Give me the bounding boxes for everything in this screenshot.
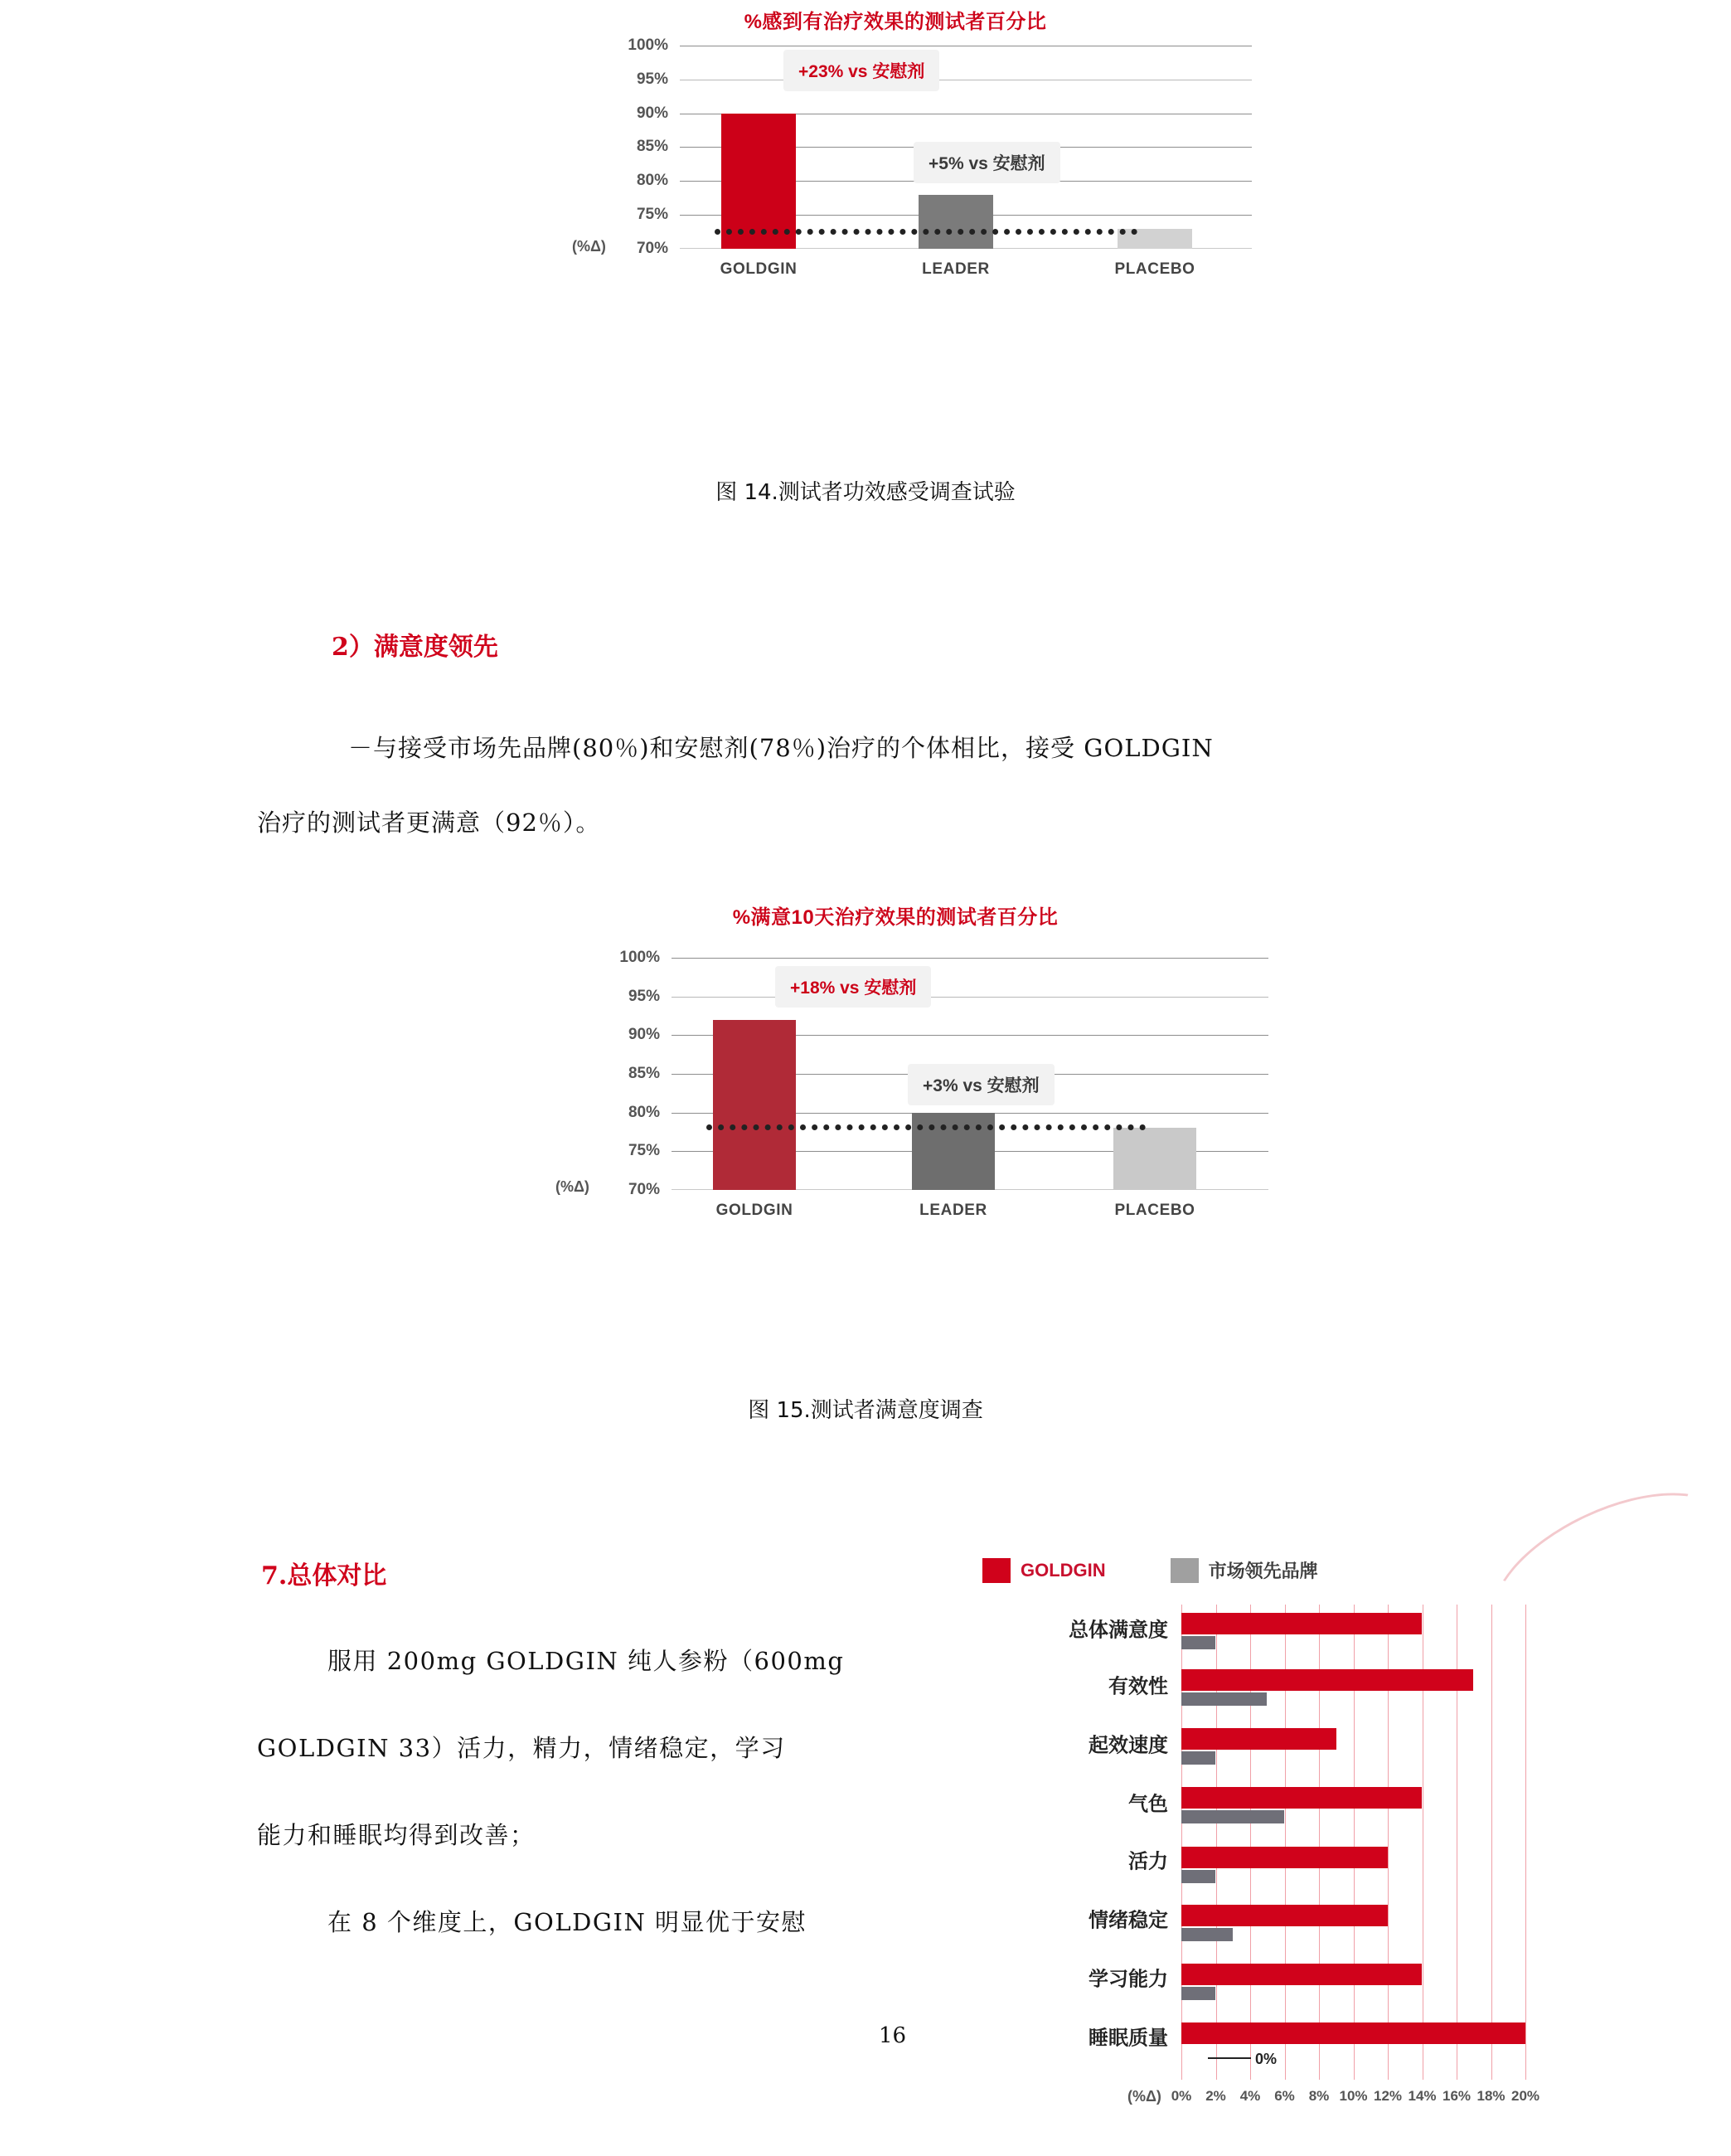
ytick-100: 100% xyxy=(628,36,668,54)
chart-plot-efficacy xyxy=(572,36,1252,278)
hbar-goldgin-4 xyxy=(1181,1847,1388,1868)
xtick-10: 10% xyxy=(1339,2088,1368,2104)
ytick-85: 85% xyxy=(636,138,668,155)
ytick-90: 90% xyxy=(636,104,668,122)
gridline-95 xyxy=(672,997,1268,998)
bar-label-placebo: PLACEBO xyxy=(1114,1202,1195,1219)
callout-goldgin-efficacy: +23% vs 安慰剂 xyxy=(783,50,939,91)
section-2-paragraph-line2: 治疗的测试者更满意（92％）。 xyxy=(257,808,601,837)
ytick-75: 75% xyxy=(636,206,668,223)
hbar-leader-6 xyxy=(1181,1987,1215,2000)
xtick-2: 2% xyxy=(1205,2088,1226,2104)
hcat-label-7: 睡眠质量 xyxy=(1089,2027,1168,2050)
callout-leader-satisfaction: +3% vs 安慰剂 xyxy=(908,1064,1055,1105)
ytick-80: 80% xyxy=(636,172,668,189)
hbar-leader-2 xyxy=(1181,1751,1215,1765)
figure-14 xyxy=(514,0,1277,464)
ytick-70: 70% xyxy=(628,1181,660,1198)
chart-title-efficacy: %感到有治疗效果的测试者百分比 xyxy=(744,11,1047,33)
bar-label-leader: LEADER xyxy=(922,260,990,278)
section-7-paragraph-line4: 在 8 个维度上，GOLDGIN 明显优于安慰 xyxy=(327,1908,807,1936)
callout-leader-efficacy: +5% vs 安慰剂 xyxy=(914,142,1060,183)
xtick-6: 6% xyxy=(1274,2088,1295,2104)
ytick-100: 100% xyxy=(619,949,660,966)
hcat-label-3: 气色 xyxy=(1128,1793,1168,1816)
callout-goldgin-satisfaction: +18% vs 安慰剂 xyxy=(775,966,931,1008)
hbar-leader-4 xyxy=(1181,1870,1215,1883)
y-axis-delta-label: (%Δ) xyxy=(555,1178,589,1195)
y-axis-delta-label: (%Δ) xyxy=(572,238,606,255)
figure-14-caption: 图 14.测试者功效感受调查试验 xyxy=(715,480,1016,505)
xtick-20: 20% xyxy=(1510,2088,1540,2104)
overall-chart-legend xyxy=(982,1557,1318,1583)
reference-line-efficacy xyxy=(715,229,1137,235)
ytick-70: 70% xyxy=(636,240,668,257)
legend-swatch-goldgin xyxy=(982,1558,1011,1583)
legend-item-leader xyxy=(1171,1557,1318,1583)
xtick-8: 8% xyxy=(1308,2088,1330,2104)
hbar-leader-0 xyxy=(1181,1636,1215,1649)
chart-title-satisfaction: %满意10天治疗效果的测试者百分比 xyxy=(732,906,1059,929)
hbar-goldgin-5 xyxy=(1181,1905,1388,1926)
zero-annotation xyxy=(1208,2051,1277,2068)
ytick-90: 90% xyxy=(628,1026,660,1043)
section-7-paragraph-line2: GOLDGIN 33）活力，精力，情绪稳定，学习 xyxy=(257,1734,786,1762)
legend-label-goldgin: GOLDGIN xyxy=(1021,1559,1106,1581)
hcat-label-6: 学习能力 xyxy=(1089,1968,1168,1991)
section-2-paragraph-line1: －与接受市场先品牌(80％)和安慰剂(78％)治疗的个体相比，接受 GOLDGIN xyxy=(348,734,1214,762)
gridline-100 xyxy=(672,958,1268,959)
figure-15-caption: 图 15.测试者满意度调查 xyxy=(748,1398,983,1423)
hbar-leader-1 xyxy=(1181,1692,1267,1706)
hbar-goldgin-2 xyxy=(1181,1728,1336,1750)
hcat-label-2: 起效速度 xyxy=(1089,1734,1168,1757)
hcat-label-4: 活力 xyxy=(1128,1850,1168,1873)
xtick-12: 12% xyxy=(1373,2088,1403,2104)
bar-label-goldgin: GOLDGIN xyxy=(720,260,798,278)
ytick-95: 95% xyxy=(636,70,668,88)
ytick-95: 95% xyxy=(628,988,660,1005)
hbar-leader-5 xyxy=(1181,1928,1233,1941)
xtick-16: 16% xyxy=(1442,2088,1472,2104)
hcat-label-1: 有效性 xyxy=(1108,1675,1168,1698)
zero-arrow-icon xyxy=(1208,2057,1251,2059)
bar-label-leader: LEADER xyxy=(919,1202,987,1219)
hbar-leader-3 xyxy=(1181,1810,1284,1823)
page-number: 16 xyxy=(879,2023,907,2048)
hbar-goldgin-1 xyxy=(1181,1669,1473,1691)
chart-plot-satisfaction xyxy=(555,949,1268,1219)
hcat-label-0: 总体满意度 xyxy=(1069,1619,1168,1642)
hbar-goldgin-3 xyxy=(1181,1787,1422,1809)
xtick-18: 18% xyxy=(1476,2088,1506,2104)
section-2-heading: 2）满意度领先 xyxy=(332,633,498,662)
ytick-85: 85% xyxy=(628,1065,660,1082)
vgrid-20 xyxy=(1525,1605,1526,2080)
hbar-goldgin-0 xyxy=(1181,1613,1422,1634)
ytick-80: 80% xyxy=(628,1104,660,1121)
bar-leader xyxy=(919,195,993,278)
hbar-goldgin-7 xyxy=(1181,2022,1525,2044)
legend-swatch-leader xyxy=(1171,1558,1199,1583)
ytick-75: 75% xyxy=(628,1142,660,1159)
bar-label-placebo: PLACEBO xyxy=(1114,260,1195,278)
section-7-heading: 7.总体对比 xyxy=(261,1561,387,1590)
overall-x-axis-delta-label: (%Δ) xyxy=(1127,2088,1161,2105)
vgrid-18 xyxy=(1491,1605,1492,2080)
hbar-goldgin-6 xyxy=(1181,1964,1422,1985)
overall-chart-plot xyxy=(1069,1605,1540,2105)
legend-item-goldgin xyxy=(982,1558,1106,1583)
bar-goldgin xyxy=(713,1020,796,1219)
section-7-paragraph-line1: 服用 200mg GOLDGIN 纯人参粉（600mg xyxy=(327,1647,845,1675)
xtick-4: 4% xyxy=(1239,2088,1261,2104)
xtick-14: 14% xyxy=(1408,2088,1437,2104)
bar-placebo xyxy=(1113,1128,1196,1219)
reference-line-satisfaction xyxy=(706,1124,1146,1130)
zero-annotation-label: 0% xyxy=(1255,2051,1278,2067)
figure-15 xyxy=(497,896,1293,1360)
bar-label-goldgin: GOLDGIN xyxy=(715,1202,793,1219)
section-7-paragraph-line3: 能力和睡眠均得到改善； xyxy=(257,1821,536,1849)
xtick-0: 0% xyxy=(1171,2088,1192,2104)
hcat-label-5: 情绪稳定 xyxy=(1089,1909,1168,1932)
legend-label-leader: 市场领先品牌 xyxy=(1208,1561,1318,1581)
